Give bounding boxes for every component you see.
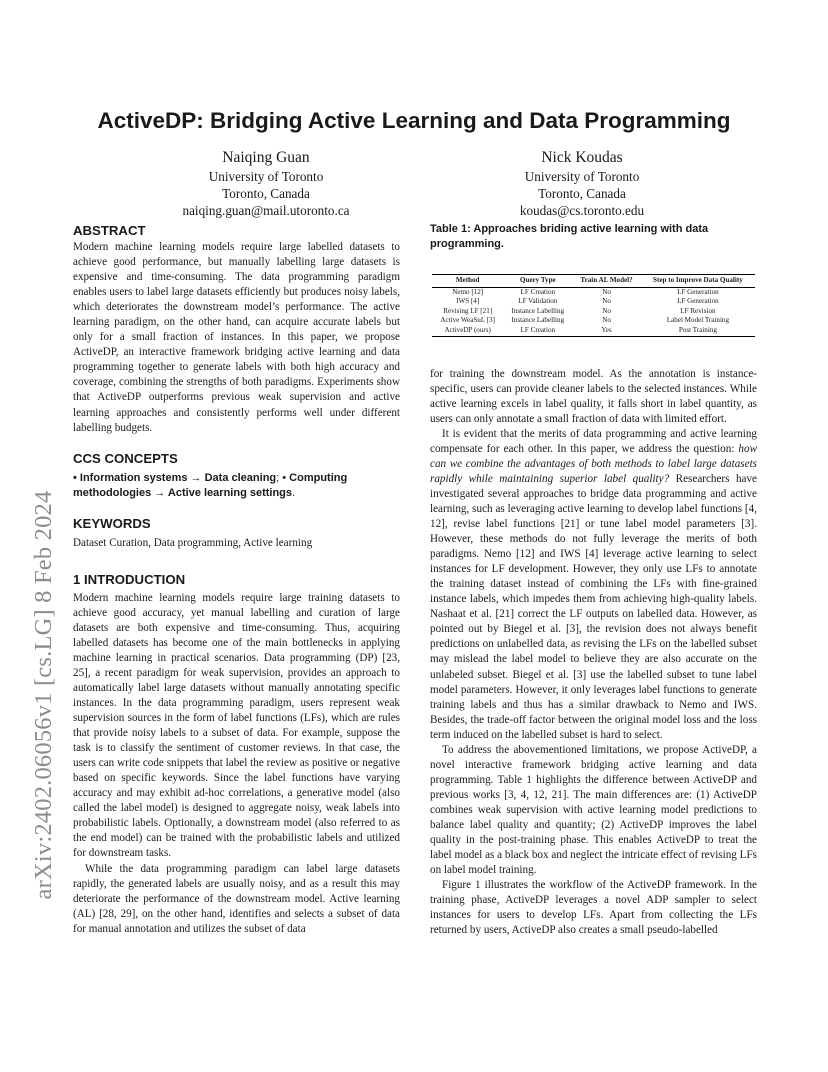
intro-paragraph: While the data programming paradigm can label large datasets rapidly, the generated labels are usually noisy, and as a result this may deteriorate the performance of the downstream model. Active learning (AL) [28, 29], on the other hand, identifies and selects a subset of data for manual annotation and utilizes the subset of data	[73, 862, 400, 935]
table-cell: Instance Labelling	[511, 306, 565, 315]
table-cell: No	[602, 306, 611, 315]
author-location: Toronto, Canada	[538, 186, 626, 201]
intro-paragraph: Figure 1 illustrates the workflow of the ActiveDP framework. In the training phase, ActiveDP leverages a novel ADP sampler to select instances for users to develop LFs. Apart from collecting the LFs returned by users, ActiveDP also creates a small pseudo-labelled	[430, 879, 757, 937]
table-cell: LF Generation	[677, 287, 719, 296]
abstract-text: Modern machine learning models require large labelled datasets to achieve good performance, but manually labelling large datasets is expensive and time-consuming. The data programming paradigm enables users to label large datasets efficiently but produces noisy labels, which deteriorates the downstream model’s performance. The active learning paradigm, on the other hand, can acquire accurate labels but only for a small fraction of instances. In this paper, we propose ActiveDP, an interactive framework bridging active learning and data programming together to generate labels with both high accuracy and coverage, combining the strengths of both paradigms. Experiments show that ActiveDP outperforms previous weak supervision and active learning approaches and consistently performs well under different labelling budgets.	[73, 241, 400, 434]
intro-paragraph	[430, 427, 757, 743]
table-row	[432, 307, 755, 317]
author-name: Naiqing Guan	[222, 149, 310, 166]
intro-paragraph: To address the abovementioned limitations, we propose ActiveDP, a novel interactive framework bridging active learning and data programming. Table 1 highlights the difference between ActiveDP and previous works [3, 4, 12, 21]. The main differences are: (1) ActiveDP combines weak supervision with active learning model predictions to balance label quality and quantity; (2) ActiveDP improves the label quality in the post-training phase. This enables ActiveDP to treat the label model as a black box and neglect the intricate effect of revising LFs on label model training.	[430, 743, 757, 877]
intro-paragraph: Modern machine learning models require large training datasets to achieve good accuracy, yet manual labelling and curation of large datasets are both expensive and time-consuming. Thus, acquiring labelled datasets has become one of the main bottlenecks in applying machine learning in practical scenarios. Data programming (DP) [23, 25], a recent paradigm for weak supervision, provides an approach to automatically label large datasets without manually annotating specific instances. In the data programming paradigm, users represent weak supervision sources in the form of label functions (LFs), which are rules that provide noisy labels to a subset of data. For example, suppose the task is to classify the sentiment of customer reviews. In that case, the users can write code snippets that label the review as positive or negative based on specific keywords. Since the label functions have varying accuracy and may exhibit ad-hoc correlations, a generative model (also called the label model) is designed to aggregate noisy, weak labels into probabilistic labels. Optionally, a downstream model (also referred to as the end model) can be trained with the probabilistic labels and utilized for downstream tasks.	[73, 591, 400, 860]
table-cell: Revising LF [21]	[443, 306, 493, 315]
left-column	[73, 222, 400, 937]
arxiv-identifier: arXiv:2402.06056v1 [cs.LG] 8 Feb 2024	[30, 490, 57, 900]
author-location: Toronto, Canada	[222, 186, 310, 201]
table-cell: ActiveDP (ours)	[432, 326, 503, 336]
table-cell: LF Generation	[677, 297, 719, 306]
author-block	[452, 148, 712, 219]
research-question: how can we combine the advantages of both methods to label large datasets rapidly while maintaining superior label quality?	[430, 442, 757, 485]
table-header-row	[432, 275, 755, 288]
table-cell: LF Creation	[503, 326, 572, 336]
table-row	[432, 287, 755, 297]
right-column	[430, 222, 757, 938]
table-cell: Active WeaSuL [3]	[440, 316, 495, 325]
paper-title: ActiveDP: Bridging Active Learning and Data Programming	[97, 108, 731, 133]
introduction-heading: 1 INTRODUCTION	[73, 571, 186, 587]
keywords-heading: KEYWORDS	[73, 515, 151, 531]
table-cell: Nemo [12]	[452, 287, 484, 296]
table-cell: No	[602, 287, 611, 296]
intro-text: Researchers have investigated several approaches to bridge data programming and active learning, such as leveraging active learning to develop label functions [4, 12], revise label functions [21] or tune label model parameters [3]. However, these methods do not fully leverage the merits of both paradigms. Nemo [12] and IWS [4] leverage active learning to select instances for LF development. However, they only use LFs to annotate the training dataset instead of combining the LFs with fine-grained instance labels, which impedes them from achieving high-quality labels. Nashaat et al. [21] correct the LF outputs on labelled data. However, as pointed out by Biegel et al. [3], the revision does not always benefit predictions on unlabelled data, as revising the LFs on the labelled subset may mislead the label model to believe they are also accurate on the unlabeled subset. Biegel et al. [3] use the labelled subset to tune label model parameters. However, it only leverages label functions to generate training labels and thus has a similar drawback to Nemo and IWS. Besides, the trade-off factor between the original model loss and the loss term induced on the labelled subset is hard to select.	[430, 472, 757, 741]
author-block	[136, 148, 396, 219]
table-1	[432, 274, 755, 337]
ccs-part1: • Information systems →	[73, 471, 205, 484]
table-header-cell: Method	[432, 275, 503, 288]
table-header-cell: Train AL Model?	[572, 275, 641, 288]
ccs-part2: ; •	[276, 471, 290, 484]
ccs-part1-bold: Data cleaning	[204, 471, 277, 484]
table-row	[432, 316, 755, 326]
table-caption: Table 1: Approaches briding active learning with data programming.	[430, 223, 709, 250]
table-row	[432, 297, 755, 307]
table-header-cell: Query Type	[503, 275, 572, 288]
ccs-concepts	[73, 471, 400, 501]
author-name: Nick Koudas	[541, 149, 623, 166]
author-affiliation: University of Toronto	[524, 169, 640, 184]
intro-text: It is evident that the merits of data programming and active learning compensate for each other. In this paper, we address the question:	[430, 427, 757, 455]
arxiv-stamp	[18, 295, 70, 900]
table-cell: LF Validation	[518, 297, 558, 306]
abstract-heading: ABSTRACT	[73, 223, 146, 238]
table-header-cell: Step to Improve Data Quality	[641, 275, 755, 288]
author-email: koudas@cs.toronto.edu	[519, 203, 645, 218]
keywords-text: Dataset Curation, Data programming, Active learning	[73, 536, 313, 549]
ccs-end: .	[292, 486, 296, 499]
table-cell: LF Revision	[680, 306, 716, 315]
table-cell: No	[602, 316, 611, 325]
table-cell: Yes	[572, 326, 641, 336]
intro-paragraph: for training the downstream model. As the annotation is instance-specific, users can provide cleaner labels to the selected instances. While active learning excels in label quality, it falls short in label quantity, as users can only annotate a small fraction of data with limited effort.	[430, 367, 757, 425]
table-cell: Instance Labelling	[511, 316, 565, 325]
table-cell: No	[602, 297, 611, 306]
table-cell: LF Creation	[520, 287, 556, 296]
ccs-part2-bold: Computing methodologies → Active learning settings	[73, 471, 348, 499]
table-row	[432, 326, 755, 336]
table-cell: Label Model Training	[666, 316, 730, 325]
author-email: naiqing.guan@mail.utoronto.ca	[182, 203, 350, 218]
author-affiliation: University of Toronto	[208, 169, 324, 184]
table-cell: Post Training	[641, 326, 755, 336]
table-cell: IWS [4]	[456, 297, 480, 306]
ccs-heading: CCS CONCEPTS	[73, 450, 178, 466]
